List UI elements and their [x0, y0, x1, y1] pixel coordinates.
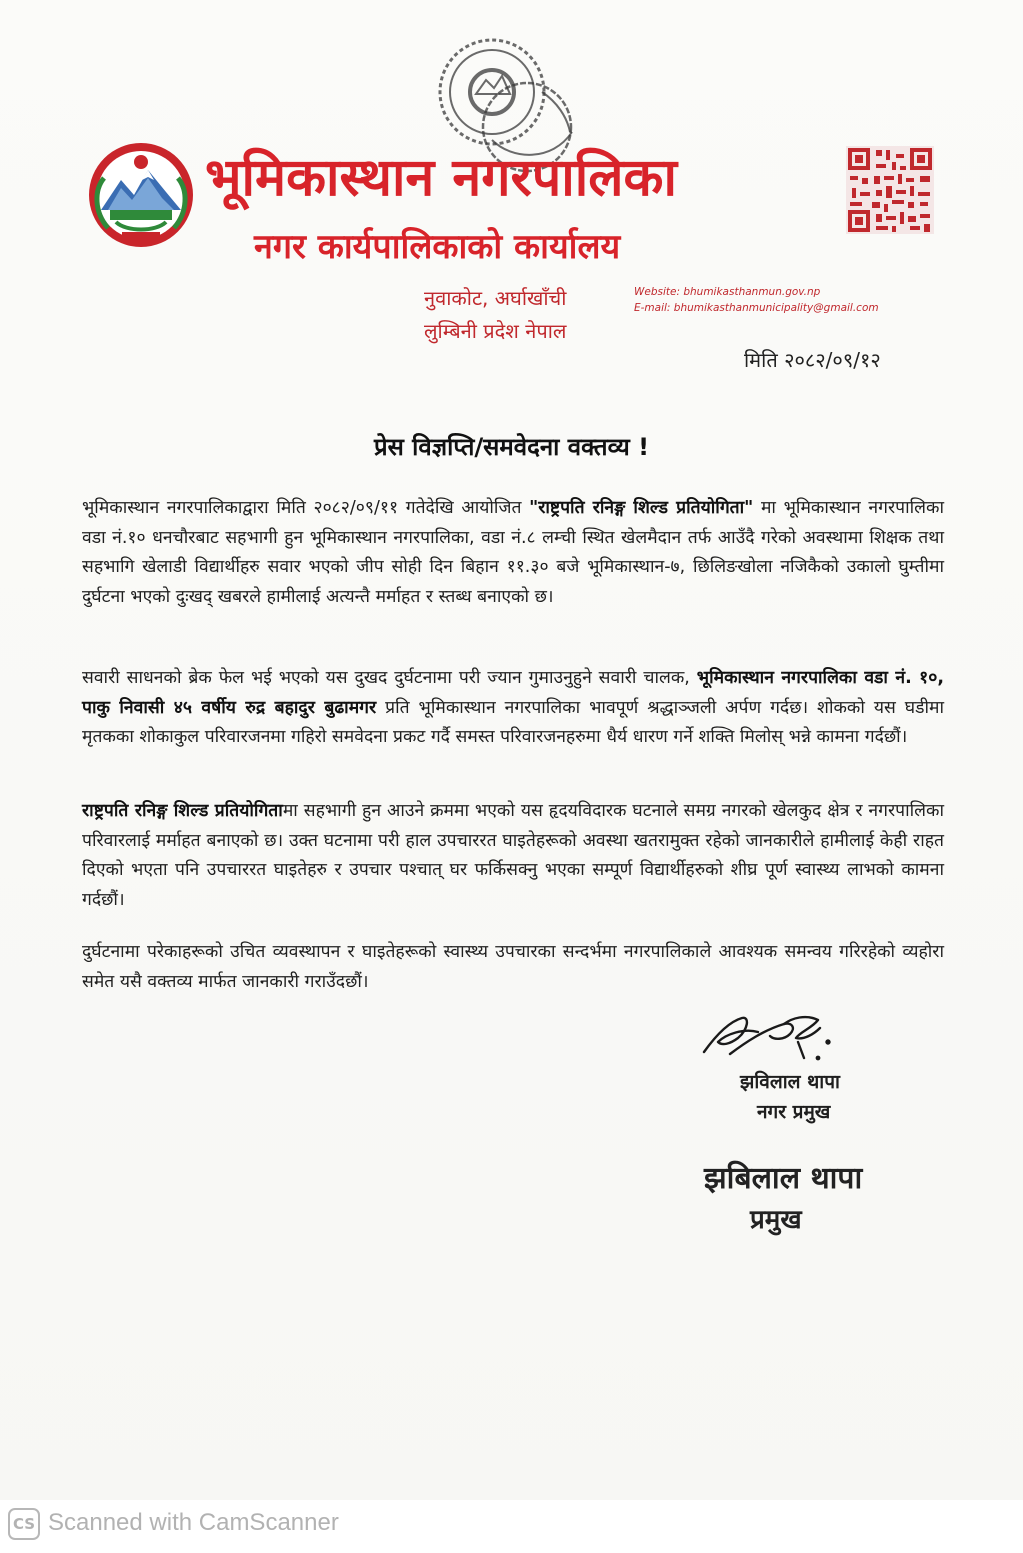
document-heading: प्रेस विज्ञप्ति/समवेदना वक्तव्य ! [373, 433, 650, 461]
deceased-details-bold: भूमिकास्थान नगरपालिका वडा नं. १०, पाकु निवासी ४५ वर्षीय रुद्र बहादुर बुढामगर [82, 668, 944, 718]
camscanner-logo-icon: CS [8, 1508, 40, 1540]
paragraph-2 [82, 664, 944, 753]
seal-title-stamp: प्रमुख [750, 1205, 802, 1235]
website-text: Website: bhumikasthanmun.gov.np [634, 286, 821, 298]
paragraph-4 [82, 938, 944, 997]
municipality-name: भूमिकास्थान नगरपालिका [205, 148, 677, 208]
scanner-watermark-text: Scanned with CamScanner [48, 1509, 339, 1536]
address-line-2: लुम्बिनी प्रदेश नेपाल [424, 319, 567, 343]
email-text: E-mail: bhumikasthanmunicipality@gmail.com [634, 302, 879, 314]
paragraph-3-text: मा सहभागी हुन आउने क्रममा भएको यस हृदयविदारक घटनाले समग्र नगरको खेलकुद क्षेत्र र नगरपालिका परिवारलाई मर्माहत बनाएको छ। उक्त घटनामा परी हाल उपचाररत घाइतेहरूको अवस्था खतरामुक्त रहेको जानकारीले हामीलाई केही राहत दिएको भएता पनि उपचाररत घाइतेहरु र उपचार पश्चात् घर फर्किसक्नु भएका सम्पूर्ण विद्यार्थीहरुको शीघ्र पूर्ण स्वास्थ्य लाभको कामना गर्दछौं। [82, 801, 944, 910]
signatory-name: झविलाल थापा [740, 1071, 840, 1093]
office-name: नगर कार्यपालिकाको कार्यालय [254, 227, 621, 267]
signature-icon [700, 1008, 840, 1066]
seal-name-stamp: झबिलाल थापा [704, 1161, 863, 1196]
paragraph-2-text: सवारी साधनको ब्रेक फेल भई भएको यस दुखद दुर्घटनामा परी ज्यान गुमाउनुहुने सवारी चालक, [82, 668, 697, 688]
contact-block [634, 284, 904, 316]
paragraph-3 [82, 797, 944, 915]
nepal-emblem-icon [86, 140, 196, 250]
paragraph-1-text-rest: मा भूमिकास्थान नगरपालिका वडा नं.१० धनचौरबाट सहभागी हुन भूमिकास्थान नगरपालिका, वडा नं.८ लम्ची स्थित खेलमैदान तर्फ आउँदै गरेको अवस्थामा शिक्षक तथा सहभागि खेलाडी विद्यार्थीहरु सवार भएको जीप सोही दिन बिहान ११.३० बजे भूमिकास्थान-७, छिलिङखोला नजिकैको उकालो घुम्तीमा दुर्घटना भएको दुःखद् खबरले हामीलाई अत्यन्तै मर्माहत र स्तब्ध बनाएको छ। [82, 498, 944, 607]
paragraph-1-text: भूमिकास्थान नगरपालिकाद्वारा मिति २०८२/०९/११ गतेदेखि आयोजित [82, 498, 530, 518]
address-line-1: नुवाकोट, अर्घाखाँची [424, 286, 567, 310]
event-name-bold-2: राष्ट्रपति रनिङ्ग शिल्ड प्रतियोगिता [82, 801, 283, 821]
qr-code-icon [846, 146, 934, 234]
signatory-title: नगर प्रमुख [757, 1101, 831, 1123]
paragraph-1 [82, 494, 944, 612]
paragraph-2-text-rest: प्रति भूमिकास्थान नगरपालिका भावपूर्ण श्रद्धाञ्जली अर्पण गर्दछ। शोकको यस घडीमा मृतकका शोकाकुल परिवारजनमा गहिरो समवेदना प्रकट गर्दै समस्त परिवारजनहरुमा धैर्य धारण गर्ने शक्ति मिलोस् भन्ने कामना गर्दछौं। [82, 697, 944, 747]
event-name-bold: "राष्ट्रपति रनिङ्ग शिल्ड प्रतियोगिता" [529, 498, 754, 518]
address-block [424, 282, 624, 348]
document-date: मिति २०८२/०९/१२ [744, 348, 881, 372]
paragraph-4-text: दुर्घटनामा परेकाहरूको उचित व्यवस्थापन र घाइतेहरूको स्वास्थ्य उपचारका सन्दर्भमा नगरपालिकाले आवश्यक समन्वय गरिरहेको व्यहोरा समेत यसै वक्तव्य मार्फत जानकारी गराउँदछौं। [82, 942, 944, 992]
